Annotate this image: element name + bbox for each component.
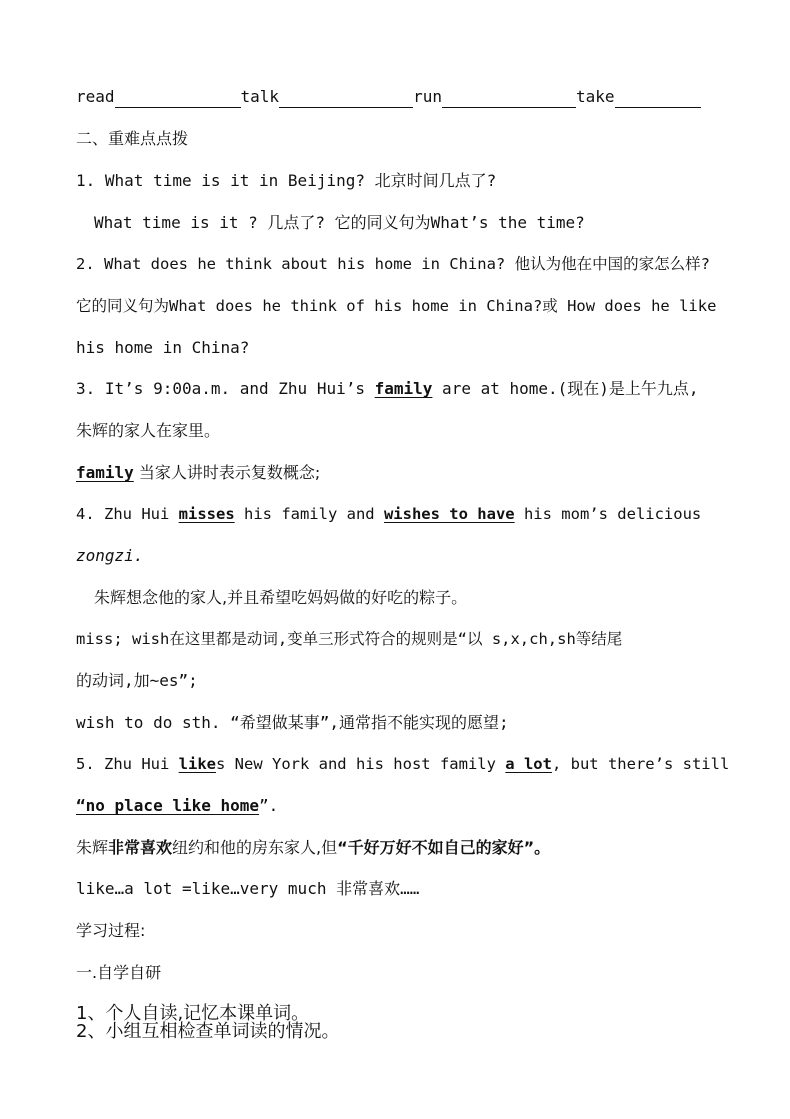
vocab-word-talk: talk	[240, 87, 280, 106]
text: 5. Zhu Hui	[76, 755, 179, 773]
text: ”.	[259, 796, 279, 815]
key-phrase: misses	[178, 505, 235, 523]
section-heading: 二、重难点点拨	[76, 129, 189, 148]
answer-blank	[279, 91, 413, 108]
point-1-line-2: What time is it ? 几点了? 它的同义句为What’s the time?	[94, 213, 585, 232]
point-4-translation: 朱辉想念他的家人,并且希望吃妈妈做的好吃的粽子。	[94, 588, 468, 607]
vocab-word-run: run	[413, 87, 442, 106]
point-4-note-1: miss; wish在这里都是动词,变单三形式符合的规则是“以 s,x,ch,sh等结尾	[76, 630, 623, 648]
text: s	[215, 755, 226, 773]
vocab-word-read: read	[76, 87, 115, 106]
step-item-2: 2、小组互相检查单词读的情况。	[76, 1021, 340, 1042]
point-4-line-1	[76, 503, 701, 525]
text: 4. Zhu Hui	[76, 505, 179, 523]
key-phrase: like	[178, 755, 216, 773]
point-1-line-1: 1. What time is it in Beijing? 北京时间几点了?	[76, 171, 497, 190]
text: 当家人讲时表示复数概念;	[133, 463, 321, 482]
step-item-1: 1、个人自读,记忆本课单词。	[76, 1003, 310, 1024]
answer-blank	[115, 91, 241, 108]
key-phrase: “no place like home	[76, 796, 260, 815]
key-phrase: wishes to have	[383, 505, 515, 523]
key-phrase: “千好万好不如自己的家好”。	[337, 838, 551, 857]
point-4-note-3: wish to do sth. “希望做某事”,通常指不能实现的愿望;	[76, 713, 509, 732]
text: his family and	[234, 505, 384, 523]
text: 纽约和他的房东家人,但	[172, 838, 338, 857]
point-3-line-2: 朱辉的家人在家里。	[76, 421, 221, 440]
point-4-note-2: 的动词,加~es”;	[76, 671, 198, 690]
answer-blank	[615, 91, 701, 108]
point-2-line-1: 2. What does he think about his home in China? 他认为他在中国的家怎么样?	[76, 255, 710, 273]
point-2-line-3: his home in China?	[76, 338, 250, 357]
point-3-line-1	[76, 378, 699, 400]
point-5-line-1	[76, 753, 729, 775]
point-5-line-2	[76, 795, 278, 817]
text: are at home.(现在)是上午九点,	[432, 379, 699, 398]
process-heading: 学习过程:	[76, 921, 146, 940]
vocab-word-take: take	[575, 87, 615, 106]
text: , but there’s still	[551, 755, 730, 773]
point-2-line-2: 它的同义句为What does he think of his home in China?或 How does he like	[76, 297, 717, 315]
key-phrase: a lot	[505, 755, 552, 773]
point-5-translation	[76, 837, 550, 859]
key-phrase: family	[374, 379, 433, 398]
text: 朱辉	[76, 838, 109, 857]
point-5-note: like…a lot =like…very much 非常喜欢……	[76, 879, 420, 898]
key-phrase: family	[76, 463, 134, 482]
text: 3. It’s 9:00a.m. and Zhu Hui’s	[76, 379, 375, 398]
step-heading: 一.自学自研	[76, 963, 162, 982]
key-phrase: 非常喜欢	[108, 838, 173, 857]
point-4-line-2: zongzi.	[76, 546, 144, 565]
answer-blank	[442, 91, 576, 108]
text: his mom’s delicious	[514, 505, 702, 523]
vocab-blank-row	[76, 86, 701, 108]
point-3-note	[76, 462, 320, 484]
text: New York and his host family	[225, 755, 506, 773]
